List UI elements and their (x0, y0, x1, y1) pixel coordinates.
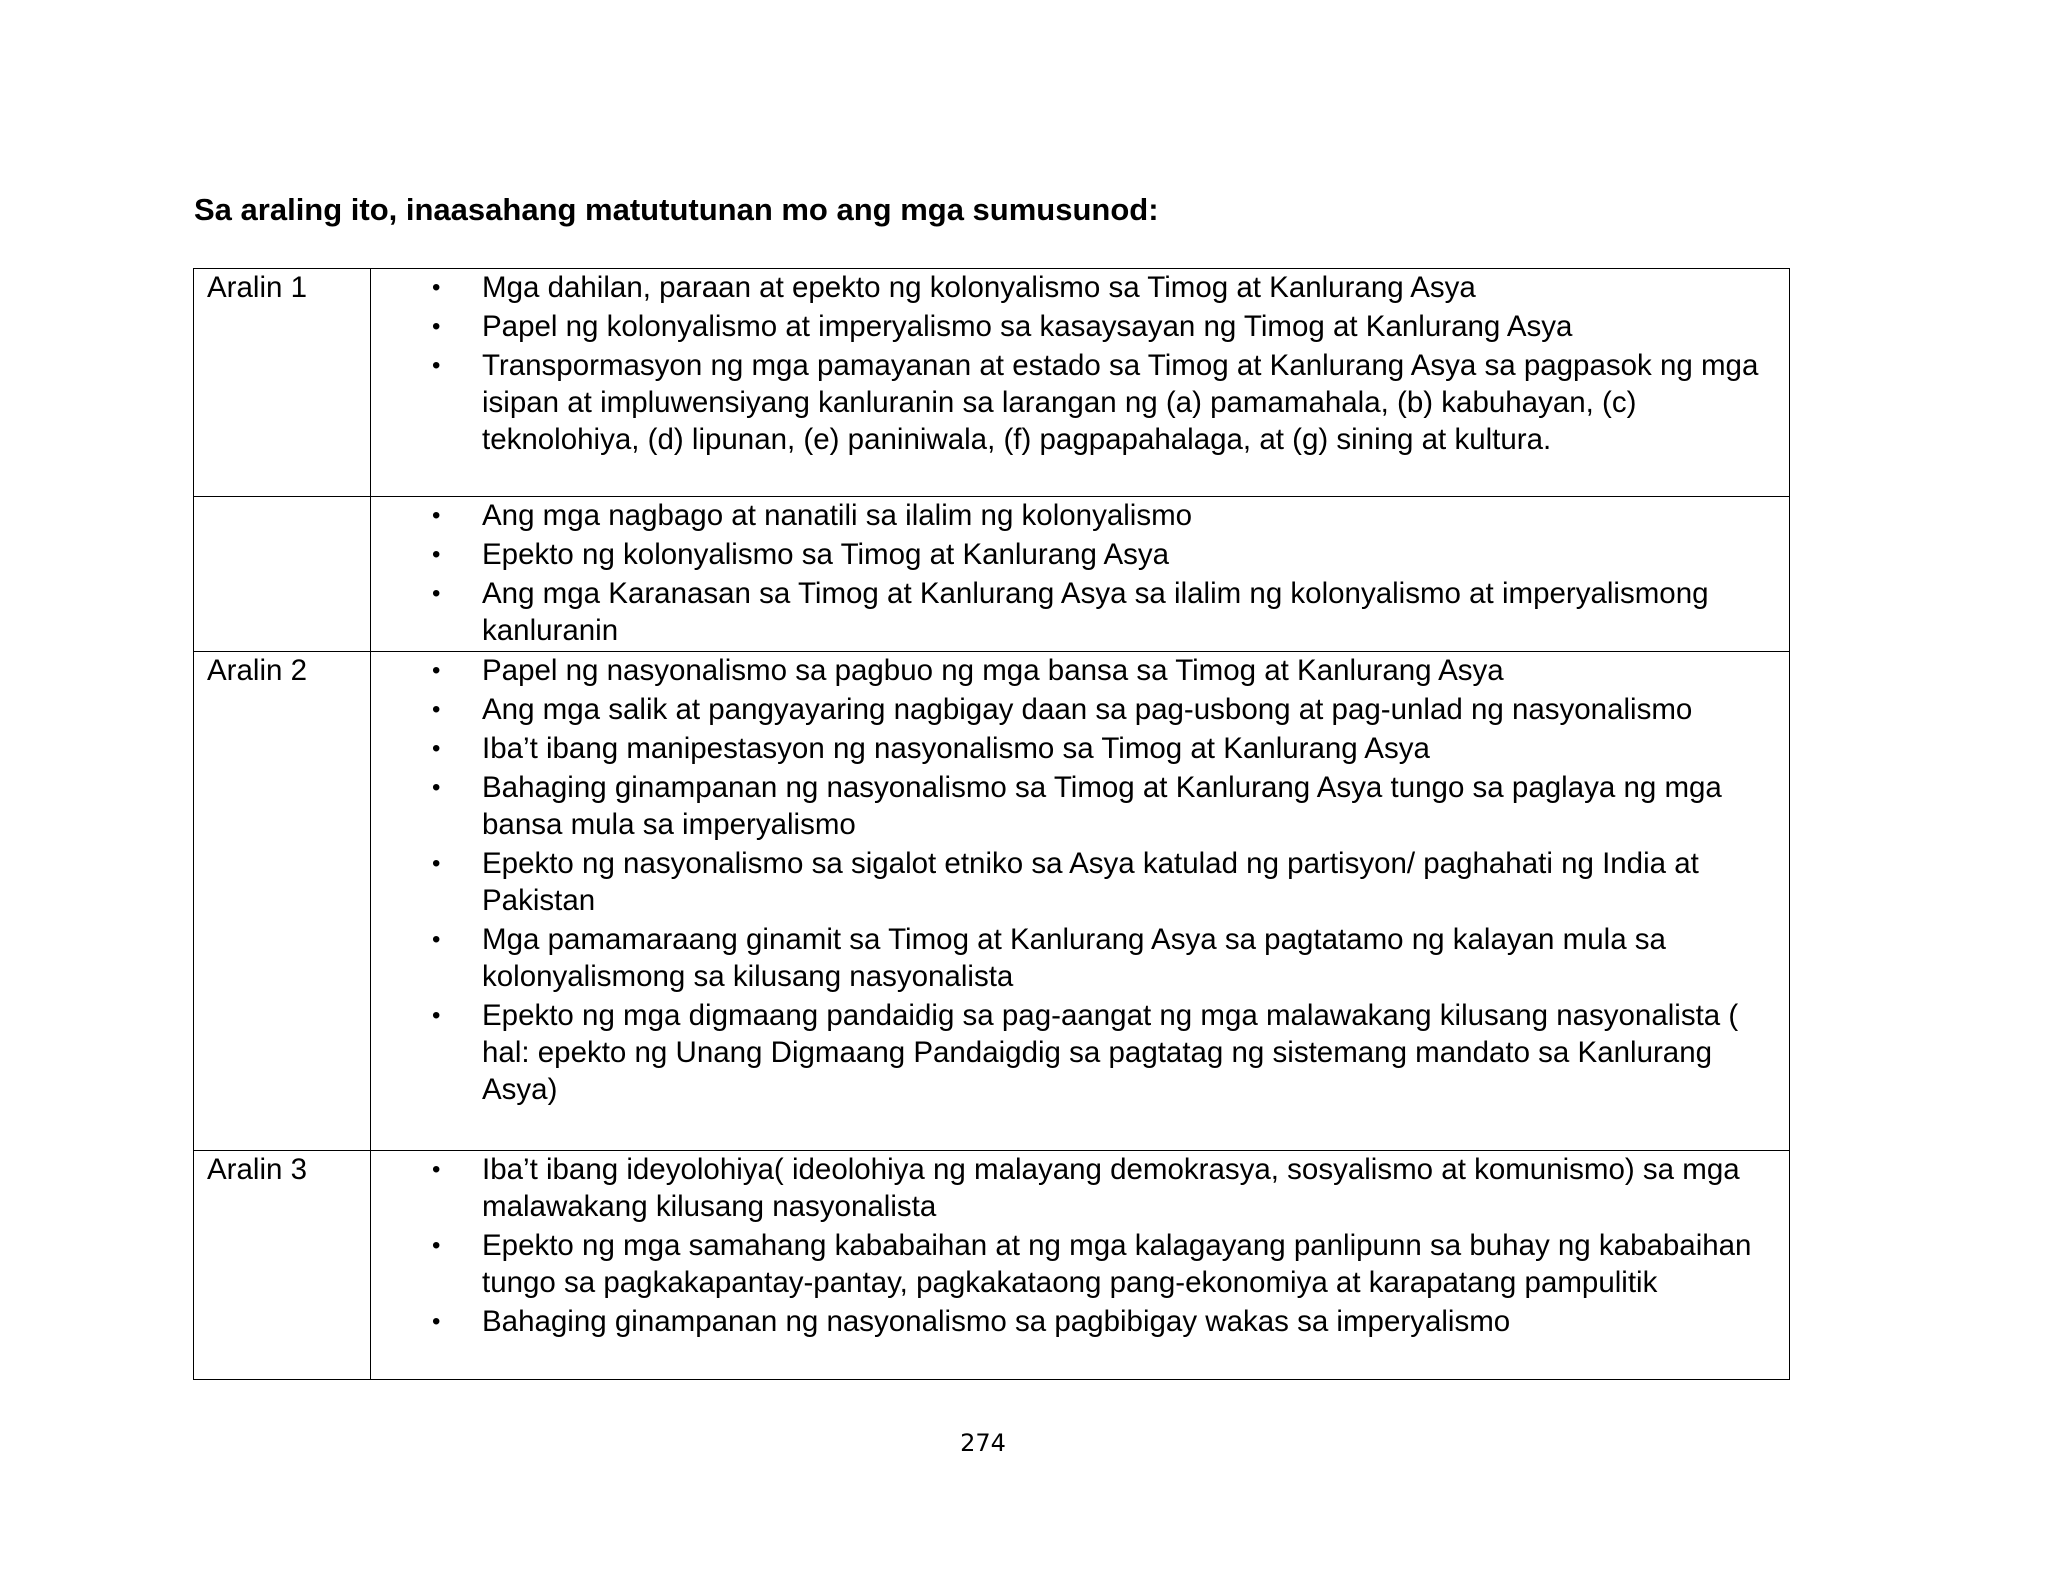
bullet-icon: • (432, 735, 441, 762)
list-item-text: Mga dahilan, paraan at epekto ng kolonyalismo sa Timog at Kanlurang Asya (482, 271, 1476, 304)
list-item (371, 921, 1779, 995)
bullet-icon: • (432, 274, 441, 301)
list-item (371, 536, 1779, 573)
bullet-icon: • (432, 502, 441, 529)
row-label-cell (194, 497, 371, 652)
list-item (371, 845, 1779, 919)
list-item (371, 1151, 1779, 1225)
list-item (371, 691, 1779, 728)
bullet-icon: • (432, 1232, 441, 1259)
list-item (371, 347, 1779, 458)
row-label-cell (194, 1151, 371, 1380)
topic-list (371, 497, 1789, 649)
list-item-text: Epekto ng mga samahang kababaihan at ng mga kalagayang panlipunn sa buhay ng kababaihan tungo sa pagkakapantay-pantay, pagkakataong pang-ekonomiya at karapatang pampulitik (482, 1229, 1752, 1299)
bullet-icon: • (432, 696, 441, 723)
bullet-icon: • (432, 657, 441, 684)
bullet-icon: • (432, 313, 441, 340)
list-item-text: Transpormasyon ng mga pamayanan at estado sa Timog at Kanlurang Asya sa pagpasok ng mga isipan at impluwensiyang kanluranin sa larangan ng (a) pamamahala, (b) kabuhayan, (c) teknolohiya, (d) lipunan, (e) paniniwala, (f) pagpapahalaga, at (g) sining at kultura. (482, 349, 1759, 456)
list-item (371, 497, 1779, 534)
row-label: Aralin 3 (207, 1153, 308, 1186)
row-topics-cell (371, 269, 1790, 497)
row-label-cell (194, 652, 371, 1151)
list-item-text: Bahaging ginampanan ng nasyonalismo sa pagbibigay wakas sa imperyalismo (482, 1305, 1511, 1338)
bullet-icon: • (432, 926, 441, 953)
bullet-icon: • (432, 774, 441, 801)
list-item-text: Papel ng nasyonalismo sa pagbuo ng mga bansa sa Timog at Kanlurang Asya (482, 654, 1504, 687)
list-item (371, 575, 1779, 649)
list-item-text: Mga pamamaraang ginamit sa Timog at Kanlurang Asya sa pagtatamo ng kalayan mula sa kolonyalismong sa kilusang nasyonalista (482, 923, 1666, 993)
list-item-text: Iba’t ibang ideyolohiya( ideolohiya ng malayang demokrasya, sosyalismo at komunismo) sa mga malawakang kilusang nasyonalista (482, 1153, 1740, 1223)
topic-list (371, 652, 1789, 1108)
bullet-icon: • (432, 541, 441, 568)
bullet-icon: • (432, 352, 441, 379)
table-row-aralin-2 (194, 652, 1790, 1151)
bullet-icon: • (432, 1002, 441, 1029)
table-row-aralin-1 (194, 269, 1790, 497)
list-item (371, 769, 1779, 843)
list-item (371, 269, 1779, 306)
list-item-text: Epekto ng nasyonalismo sa sigalot etniko sa Asya katulad ng partisyon/ paghahati ng India at Pakistan (482, 847, 1699, 917)
list-item-text: Papel ng kolonyalismo at imperyalismo sa kasaysayan ng Timog at Kanlurang Asya (482, 310, 1573, 343)
table-row-aralin-1-continued (194, 497, 1790, 652)
row-topics-cell (371, 652, 1790, 1151)
row-topics-cell (371, 1151, 1790, 1380)
page-number: 274 (960, 1429, 1006, 1457)
bullet-icon: • (432, 580, 441, 607)
list-item (371, 652, 1779, 689)
row-topics-cell (371, 497, 1790, 652)
list-item-text: Bahaging ginampanan ng nasyonalismo sa Timog at Kanlurang Asya tungo sa paglaya ng mga bansa mula sa imperyalismo (482, 771, 1722, 841)
page-heading: Sa araling ito, inaasahang matututunan mo ang mga sumusunod: (194, 192, 1159, 227)
list-item (371, 1303, 1779, 1340)
list-item (371, 730, 1779, 767)
topic-list (371, 269, 1789, 458)
list-item-text: Ang mga salik at pangyayaring nagbigay daan sa pag-usbong at pag-unlad ng nasyonalismo (482, 693, 1693, 726)
list-item-text: Ang mga Karanasan sa Timog at Kanlurang Asya sa ilalim ng kolonyalismo at imperyalismong kanluranin (482, 577, 1709, 647)
list-item (371, 1227, 1779, 1301)
lessons-table (193, 268, 1790, 1380)
list-item-text: Epekto ng kolonyalismo sa Timog at Kanlurang Asya (482, 538, 1170, 571)
row-label-cell (194, 269, 371, 497)
bullet-icon: • (432, 1308, 441, 1335)
list-item-text: Iba’t ibang manipestasyon ng nasyonalismo sa Timog at Kanlurang Asya (482, 732, 1430, 765)
list-item (371, 997, 1779, 1108)
topic-list (371, 1151, 1789, 1340)
list-item-text: Ang mga nagbago at nanatili sa ilalim ng kolonyalismo (482, 499, 1193, 532)
row-label: Aralin 2 (207, 654, 308, 687)
row-label: Aralin 1 (207, 271, 308, 304)
list-item (371, 308, 1779, 345)
bullet-icon: • (432, 1156, 441, 1183)
table-row-aralin-3 (194, 1151, 1790, 1380)
list-item-text: Epekto ng mga digmaang pandaidig sa pag-aangat ng mga malawakang kilusang nasyonalista ( hal: epekto ng Unang Digmaang Pandaigdig sa pagtatag ng sistemang mandato sa Kanlurang Asya) (482, 999, 1739, 1106)
bullet-icon: • (432, 850, 441, 877)
